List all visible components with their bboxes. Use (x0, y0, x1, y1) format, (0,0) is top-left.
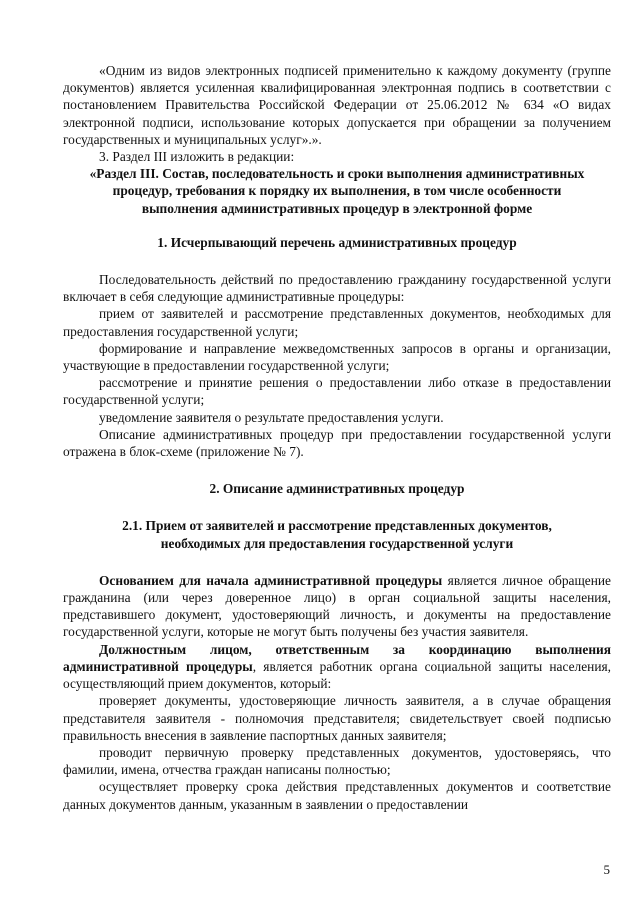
paragraph-flowchart: Описание административных процедур при предоставлении государственной услуги отражена в блок-схеме (приложение № 7). (63, 426, 611, 460)
list-item-requests: формирование и направление межведомственных запросов в органы и организации, участвующие в предоставлении государственной услуги; (63, 340, 611, 374)
list-item-reception: прием от заявителей и рассмотрение представленных документов, необходимых для предоставления государственной услуги; (63, 306, 611, 339)
responsible-rest: , является работник органа социальной защиты населения, осуществляющий прием документов, который: (63, 658, 611, 692)
paragraph-grounds (63, 572, 611, 641)
paragraph-responsible (63, 641, 611, 693)
page-number: 5 (603, 862, 610, 877)
paragraph-section-change: 3. Раздел III изложить в редакции: (99, 149, 295, 165)
grounds-bold: Основанием для начала административной процедуры (99, 572, 443, 588)
section-title: «Раздел III. Состав, последовательность и сроки выполнения административных процедур, требования к порядку их выполнения, в том числе особенности выполнения административных процедур в электронной форме (89, 166, 585, 216)
list-item-notification: уведомление заявителя о результате предоставления услуги. (99, 409, 444, 425)
paragraph-primary-check: проводит первичную проверку представленных документов, удостоверяясь, что фамилии, имена, отчества граждан написаны полностью; (63, 744, 611, 778)
paragraph-checks-identity: проверяет документы, удостоверяющие личность заявителя, а в случае обращения представителя заявителя - полномочия представителя; свидетельствует своей подписью правильность внесения в заявление паспортных данных заявителя; (63, 693, 611, 743)
heading-procedures-description: 2. Описание административных процедур (209, 481, 465, 497)
paragraph-sequence: Последовательность действий по предоставлению гражданину государственной услуги включает в себя следующие административные процедуры: (63, 272, 611, 305)
paragraph-quote-signature: «Одним из видов электронных подписей применительно к каждому документу (группе документов) является усиленная квалифицированная электронная подпись в соответствии с постановлением Правительства Российской Федерации от 25.06.2012 № 634 «О видах электронной подписи, использование которых допускается при обращении за получением государственных и муниципальных услуг».». (63, 63, 611, 147)
paragraph-validity-check: осуществляет проверку срока действия представленных документов и соответствие данных документов данным, указанным в заявлении о предоставлении (63, 779, 611, 812)
list-item-decision: рассмотрение и принятие решения о предоставлении либо отказе в предоставлении государственной услуги; (63, 375, 611, 408)
document-page (63, 62, 611, 813)
responsible-bold: Должностным лицом, ответственным за координацию выполнения административной процедуры (63, 641, 611, 674)
heading-reception: 2.1. Прием от заявителей и рассмотрение представленных документов, необходимых для предоставления государственной услуги (122, 518, 552, 551)
grounds-rest: является личное обращение гражданина (или через доверенное лицо) в орган социальной защиты населения, представившего документ, удостоверяющий личность, и документы на предоставление государственной услуги, которые не могут быть получены без участия заявителя. (63, 572, 611, 640)
heading-procedure-list: 1. Исчерпывающий перечень административных процедур (157, 234, 517, 250)
